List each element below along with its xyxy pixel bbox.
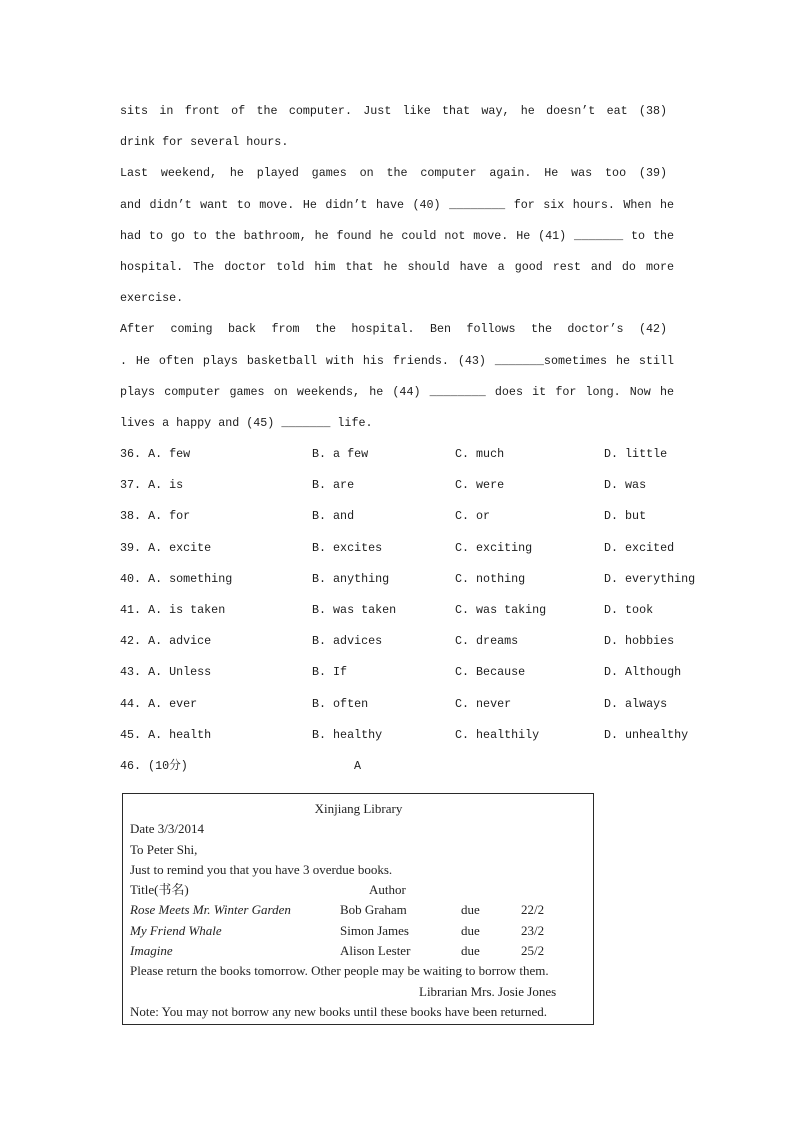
book-due-label: due <box>461 943 480 959</box>
question-number: 42. <box>120 634 142 649</box>
option-c: C. much <box>455 447 505 462</box>
option-b: B. anything <box>312 571 390 586</box>
question-row-42 <box>120 626 720 657</box>
option-c: C. was taking <box>455 603 547 617</box>
option-c: C. nothing <box>455 571 526 586</box>
notice-note: Note: You may not borrow any new books until these books have been returned. <box>130 1003 548 1019</box>
book-table-header <box>130 880 587 900</box>
exam-page <box>120 96 720 782</box>
option-a-text: A. few <box>148 447 191 462</box>
option-a <box>120 564 312 595</box>
passage-line: . He often plays basketball with his friends. (43) _______sometimes he still <box>120 353 674 368</box>
option-b: B. and <box>312 509 355 524</box>
option-a <box>120 626 312 657</box>
option-d: D. was <box>604 478 647 493</box>
option-a-text: A. for <box>148 509 191 524</box>
option-d: D. everything <box>604 571 696 586</box>
notice-signature: Librarian Mrs. Josie Jones <box>419 983 557 999</box>
option-c: C. never <box>455 696 512 711</box>
question-number: 44. <box>120 696 142 711</box>
option-b: B. If <box>312 665 348 680</box>
option-a <box>120 720 312 751</box>
option-a <box>120 470 312 501</box>
passage-line: exercise. <box>120 291 184 306</box>
question-row-45 <box>120 720 720 751</box>
section-46-part: A <box>354 758 362 773</box>
option-d: D. unhealthy <box>604 727 689 742</box>
book-row <box>130 921 587 941</box>
book-due-date: 23/2 <box>521 922 545 938</box>
question-number: 36. <box>120 447 142 462</box>
section-46-heading <box>120 751 720 782</box>
passage-line: plays computer games on weekends, he (44) ________ does it for long. Now he <box>120 384 674 399</box>
header-title: Title(书名) <box>130 882 189 898</box>
option-b: B. healthy <box>312 727 383 742</box>
passage-line: hospital. The doctor told him that he should have a good rest and do more <box>120 259 674 274</box>
option-a-text: A. something <box>148 571 233 586</box>
notice-recipient: To Peter Shi, <box>130 841 198 857</box>
passage-line: and didn’t want to move. He didn’t have (40) ________ for six hours. When he <box>120 197 674 212</box>
cloze-passage <box>120 96 720 439</box>
option-c: C. or <box>455 509 491 524</box>
library-notice <box>122 793 594 1025</box>
option-a-text: A. health <box>148 727 212 742</box>
question-number: 41. <box>120 603 142 617</box>
book-title: My Friend Whale <box>130 922 222 938</box>
book-row <box>130 941 587 961</box>
option-a-text: A. advice <box>148 634 212 649</box>
option-a <box>120 657 312 688</box>
option-a <box>120 689 312 720</box>
option-a <box>120 439 312 470</box>
passage-line: had to go to the bathroom, he found he could not move. He (41) _______ to the <box>120 228 674 243</box>
option-a-text: A. is taken <box>148 603 226 617</box>
notice-date: Date 3/3/2014 <box>130 821 205 837</box>
book-title: Imagine <box>130 943 173 959</box>
option-a-text: A. excite <box>148 540 212 555</box>
option-d: D. little <box>604 447 668 462</box>
option-d: D. excited <box>604 540 675 555</box>
passage-line: After coming back from the hospital. Ben follows the doctor’s (42) <box>120 322 667 337</box>
book-author: Simon James <box>340 922 409 938</box>
question-row-43 <box>120 657 720 688</box>
option-a <box>120 501 312 532</box>
option-b: B. a few <box>312 447 369 462</box>
option-a-text: A. Unless <box>148 665 212 680</box>
passage-line: sits in front of the computer. Just like that way, he doesn’t eat (38) <box>120 104 667 118</box>
question-row-38 <box>120 501 720 532</box>
question-row-44 <box>120 689 720 720</box>
option-d: D. Although <box>604 665 682 680</box>
book-due-date: 25/2 <box>521 943 545 959</box>
question-number: 38. <box>120 509 142 524</box>
header-author: Author <box>369 882 406 898</box>
passage-line: drink for several hours. <box>120 135 289 150</box>
option-b: B. often <box>312 696 369 711</box>
section-46-label: 46. (10分) <box>120 758 188 773</box>
option-b: B. are <box>312 478 355 493</box>
option-d: D. always <box>604 696 668 711</box>
notice-request: Please return the books tomorrow. Other people may be waiting to borrow them. <box>130 963 549 979</box>
book-row <box>130 900 587 920</box>
question-number: 40. <box>120 571 142 586</box>
book-due-date: 22/2 <box>521 902 545 918</box>
notice-intro: Just to remind you that you have 3 overdue books. <box>130 861 393 877</box>
book-author: Bob Graham <box>340 902 407 918</box>
question-row-37 <box>120 470 720 501</box>
option-d: D. hobbies <box>604 634 675 649</box>
option-a <box>120 533 312 564</box>
book-title: Rose Meets Mr. Winter Garden <box>130 902 291 918</box>
notice-title: Xinjiang Library <box>314 801 403 816</box>
option-b: B. was taken <box>312 603 397 617</box>
option-c: C. exciting <box>455 540 533 555</box>
option-a-text: A. is <box>148 478 184 493</box>
passage-line: Last weekend, he played games on the computer again. He was too (39) <box>120 166 667 181</box>
question-row-36 <box>120 439 720 470</box>
option-c: C. healthily <box>455 727 540 742</box>
option-a <box>120 595 312 626</box>
option-c: C. were <box>455 478 505 493</box>
option-c: C. Because <box>455 665 526 680</box>
question-row-41 <box>120 595 720 626</box>
option-d: D. but <box>604 509 647 524</box>
book-due-label: due <box>461 922 480 938</box>
question-number: 45. <box>120 727 142 742</box>
option-b: B. advices <box>312 634 383 649</box>
question-options-list <box>120 439 720 751</box>
option-a-text: A. ever <box>148 696 198 711</box>
question-row-39 <box>120 533 720 564</box>
option-b: B. excites <box>312 540 383 555</box>
passage-line: lives a happy and (45) _______ life. <box>120 415 373 430</box>
option-c: C. dreams <box>455 634 519 649</box>
book-author: Alison Lester <box>340 943 411 959</box>
option-d: D. took <box>604 603 654 617</box>
question-number: 39. <box>120 540 142 555</box>
book-due-label: due <box>461 902 480 918</box>
question-number: 37. <box>120 478 142 493</box>
question-row-40 <box>120 564 720 595</box>
question-number: 43. <box>120 665 142 680</box>
